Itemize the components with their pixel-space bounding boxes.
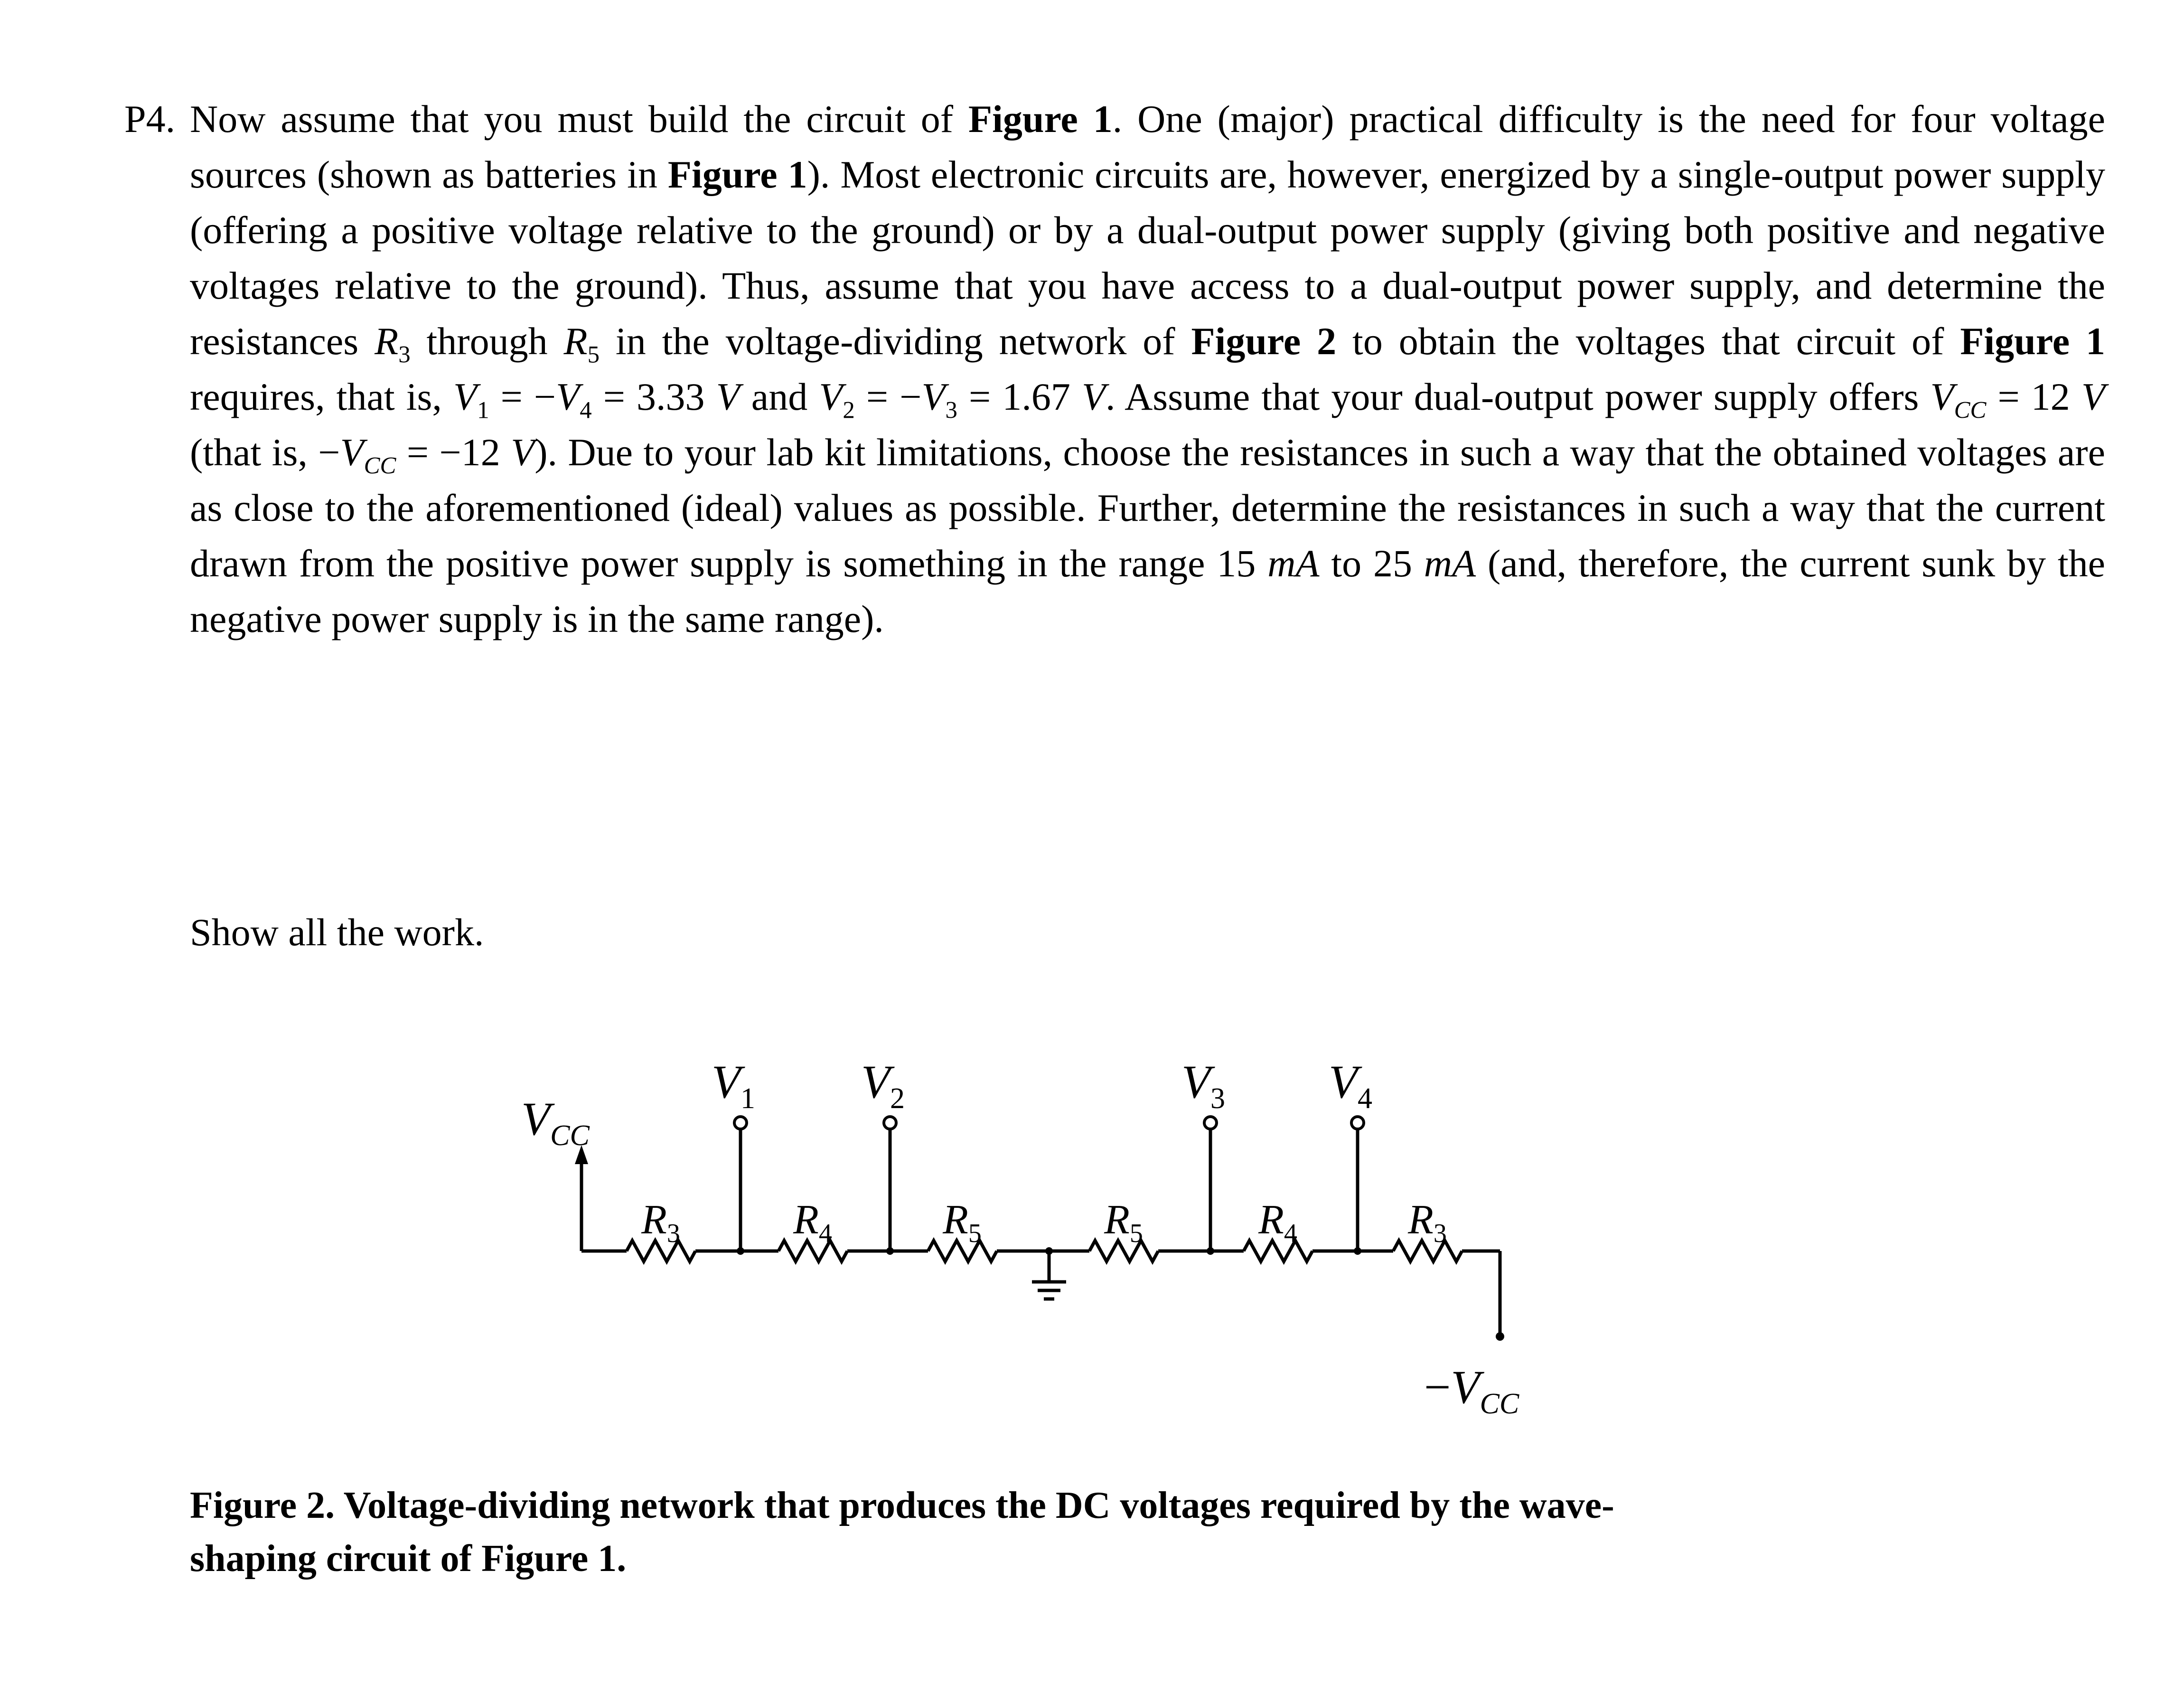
node-label: $V_2$ [861, 1055, 905, 1115]
terminal-circle [734, 1117, 747, 1129]
junction-dot [886, 1247, 894, 1255]
problem-number: P4. [124, 97, 176, 141]
figure-2-container [498, 1044, 1614, 1424]
figure-caption-line1: Figure 2. Voltage-dividing network that produces the DC voltages required by the wave- [190, 1485, 1614, 1526]
resistor-label: $R_4$ [1258, 1197, 1297, 1248]
resistor-zigzag [627, 1241, 695, 1261]
neg-vcc-terminal [1424, 1251, 1519, 1420]
node-v4 [1329, 1055, 1372, 1255]
node-v1 [712, 1055, 755, 1255]
node-v3 [1181, 1055, 1225, 1255]
figure-caption-line2: shaping circuit of Figure 1. [190, 1538, 627, 1580]
neg-vcc-label: $-V_{CC}$ [1424, 1361, 1519, 1420]
resistor-r3-right [1393, 1197, 1462, 1261]
node-label: $V_4$ [1328, 1055, 1373, 1115]
problem-statement [124, 91, 2105, 647]
resistor-zigzag [1393, 1241, 1462, 1261]
junction-dot [1207, 1247, 1214, 1255]
terminal-circle [1204, 1117, 1217, 1129]
figure-caption [190, 1479, 1614, 1585]
resistor-r5-right [1089, 1197, 1158, 1261]
resistor-r5-left [928, 1197, 997, 1261]
resistor-label: $R_3$ [1408, 1197, 1447, 1248]
terminal-circle [1351, 1117, 1364, 1129]
resistor-zigzag [928, 1241, 997, 1261]
node-v2 [861, 1055, 905, 1255]
resistor-zigzag [1244, 1241, 1312, 1261]
figure-2-circuit [498, 1044, 1614, 1424]
resistor-label: $R_4$ [793, 1197, 832, 1248]
neg-vcc-dot [1496, 1332, 1504, 1341]
resistor-label: $R_3$ [641, 1197, 680, 1248]
vcc-label: $V_{CC}$ [521, 1092, 590, 1152]
show-work-line: Show all the work. [190, 911, 484, 954]
vcc-terminal [521, 1092, 590, 1251]
resistor-zigzag [1089, 1241, 1158, 1261]
resistor-r4-right [1244, 1197, 1312, 1261]
resistor-label: $R_5$ [943, 1197, 982, 1248]
resistor-zigzag [778, 1241, 847, 1261]
junction-dot [1354, 1247, 1361, 1255]
node-label: $V_1$ [711, 1055, 756, 1115]
ground-symbol [1032, 1247, 1066, 1299]
ground-icon [1032, 1251, 1066, 1299]
resistor-label: $R_5$ [1104, 1197, 1143, 1248]
problem-paragraph: Now assume that you must build the circuit of Figure 1. One (major) practical difficulty is the need for four voltage sources (shown as batteries in Figure 1). Most electronic circuits are, however, energized by a single-output power supply (offering a positive voltage relative to the ground) or by a dual-output power supply (giving both positive and negative voltages relative to the ground). Thus, assume that you have access to a dual-output power supply, and determine the resistances $R_3$ through $R_5$ in the voltage-dividing network of Figure 2 to obtain the voltages that circuit of Figure 1 requires, that is, $V_1 = -V_4 = 3.33$ V and $V_2 = -V_3 = 1.67$ V. Assume that your dual-output power supply offers $V_{CC} = 12$ V (that is, $-V_{CC} = -12$ V). Due to your lab kit limitations, choose the resistances in such a way that the obtained voltages are as close to the aforementioned (ideal) values as possible. Further, determine the resistances in such a way that the current drawn from the positive power supply is something in the range 15 mA to 25 mA (and, therefore, the current sunk by the negative power supply is in the same range). [190, 97, 2106, 640]
junction-dot [737, 1247, 744, 1255]
resistor-r3-left [627, 1197, 695, 1261]
resistor-r4-left [778, 1197, 847, 1261]
node-label: $V_3$ [1181, 1055, 1226, 1115]
terminal-circle [884, 1117, 896, 1129]
